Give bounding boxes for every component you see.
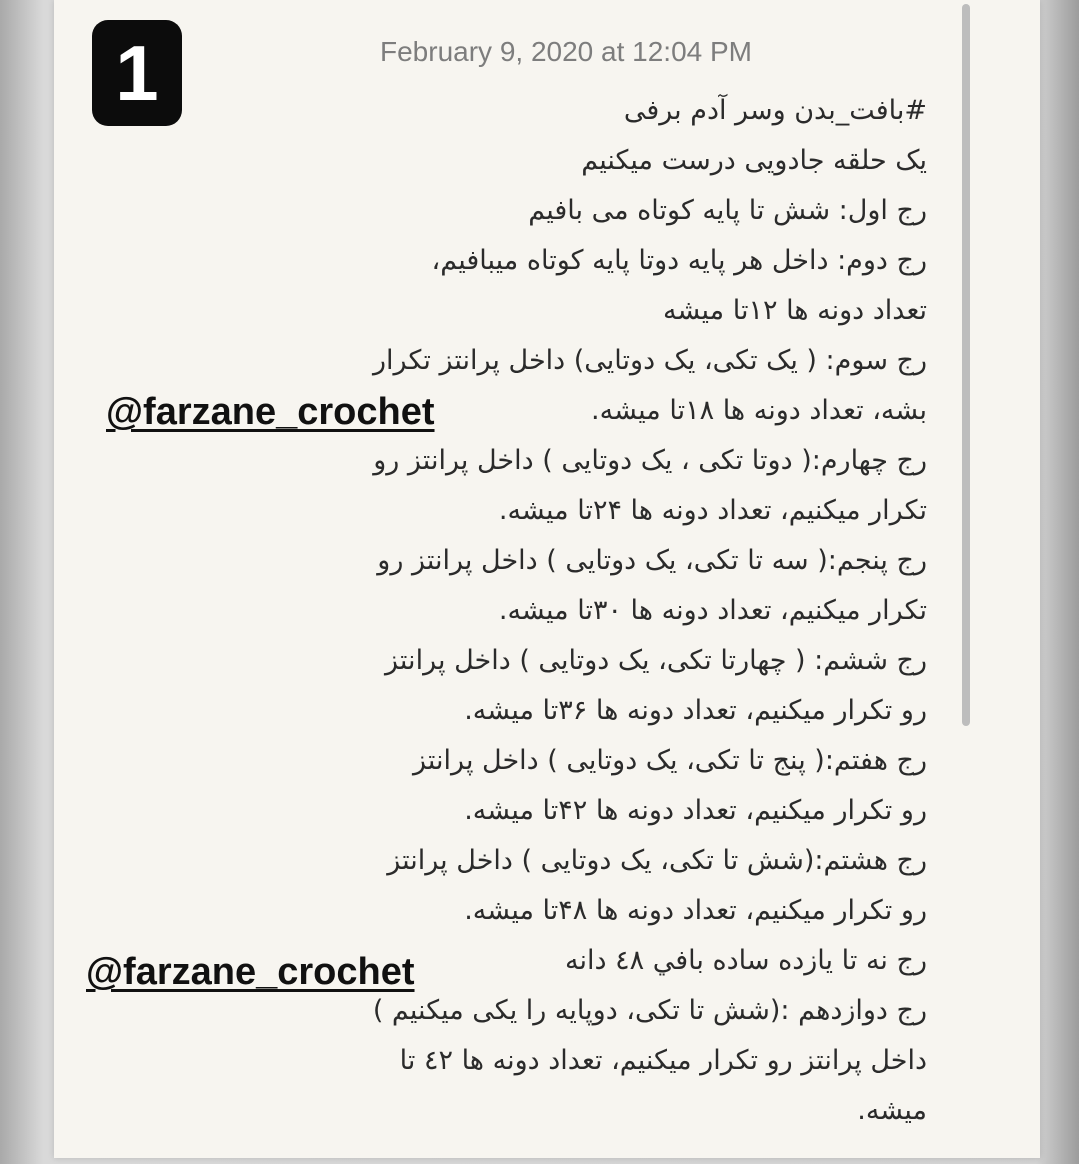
note-line: رج نه تا یازده ساده بافي ٤٨ دانه [565,945,927,976]
note-line: رج دوم: داخل هر پایه دوتا پایه کوتاه میبافیم، [431,245,927,276]
note-line: تعداد دونه ها ۱۲تا میشه [662,295,927,326]
note-line: یک حلقه جادویی درست میکنیم [581,145,927,176]
note-line: رج سوم: ( یک تکی، یک دوتایی) داخل پرانتز تکرار [373,345,927,376]
note-line: رج چهارم:( دوتا تکی ، یک دوتایی ) داخل پرانتز رو [373,445,927,476]
note-body[interactable] [0,92,1079,1156]
note-line: رج دوازدهم :(شش تا تکی، دوپایه را یکی میکنیم ) [372,995,927,1026]
note-line: رو تکرار میکنیم، تعداد دونه ها ۳۶تا میشه. [464,695,927,726]
note-line: رو تکرار میکنیم، تعداد دونه ها ۴۸تا میشه. [464,895,927,926]
note-line: #بافت_بدن وسر آدم برفی [623,95,927,126]
note-line: رج ششم: ( چهارتا تکی، یک دوتایی ) داخل پرانتز [385,645,927,676]
note-line: تکرار میکنیم، تعداد دونه ها ۳۰تا میشه. [498,595,927,626]
note-timestamp: February 9, 2020 at 12:04 PM [380,36,752,67]
note-line: رو تکرار میکنیم، تعداد دونه ها ۴۲تا میشه. [464,795,927,826]
note-line: میشه. [857,1095,927,1126]
watermark-handle: @farzane_crochet [106,391,435,433]
note-line: تکرار میکنیم، تعداد دونه ها ۲۴تا میشه. [498,495,927,526]
note-line: رج اول: شش تا پایه کوتاه می بافیم [528,195,927,226]
watermark-handle: @farzane_crochet [86,951,415,993]
note-line: رج پنجم:( سه تا تکی، یک دوتایی ) داخل پرانتز رو [377,545,927,576]
page-number-badge: 1 [92,20,182,126]
note-line: رج هشتم:(شش تا تکی، یک دوتایی ) داخل پرانتز [387,845,927,876]
note-line: رج هفتم:( پنج تا تکی، یک دوتایی ) داخل پرانتز [412,745,927,776]
note-line: داخل پرانتز رو تکرار میکنیم، تعداد دونه ها ٤٢ تا [399,1045,927,1076]
note-line: بشه، تعداد دونه ها ۱۸تا میشه. [591,395,927,426]
